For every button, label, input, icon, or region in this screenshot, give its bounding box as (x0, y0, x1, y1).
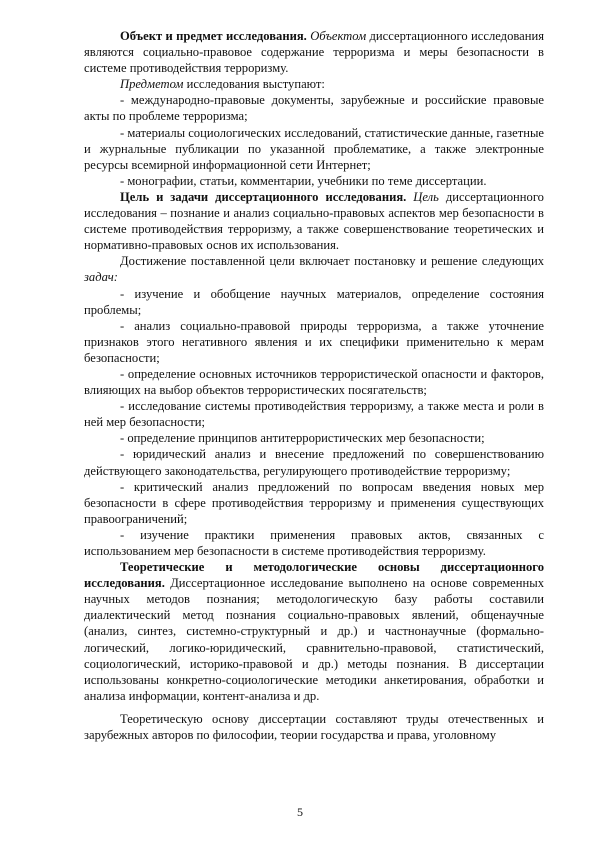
subject-item: - материалы социологических исследований, статистические данные, газетные и журнальные публикации по указанной проблематике, а также электронные ресурсы всемирной информационной сети Интернет; (84, 125, 544, 172)
object-term: Объектом (310, 29, 367, 43)
goal-paragraph (84, 189, 544, 253)
method-text: Диссертационное исследование выполнено на основе современных научных методов познания; методологическую базу работы составили диалектический метод познания социально-правовых явлений, общенаучные (анализ, синтез, системно-структурный и др.) и частнонаучные (формально-логический, логико-юридический, сравнительно-правовой, статистический, социологический, историко-правовой и др.) методы познания. В диссертации использованы конкретно-социологические методики анкетирования, обработки и анализа информации, контент-анализа и др. (84, 576, 544, 703)
task-item: - исследование системы противодействия терроризму, а также места и роли в ней мер безопасности; (84, 399, 544, 430)
body-text (84, 28, 544, 743)
subject-paragraph (84, 76, 544, 92)
goals-heading: Цель и задачи диссертационного исследования. (120, 189, 407, 204)
task-item: - юридический анализ и внесение предложений по совершенствованию действующего законодательства, регулирующего противодействие терроризму; (84, 447, 544, 478)
page-number: 5 (297, 805, 303, 819)
task-item: - анализ социально-правовой природы терроризма, а также уточнение признаков этого негативного явления и их специфики применительно к мерам безопасности; (84, 318, 544, 365)
object-paragraph (84, 28, 544, 76)
method-paragraph (84, 559, 544, 704)
subject-item: - монографии, статьи, комментарии, учебники по теме диссертации. (120, 173, 487, 188)
subject-item: - международно-правовые документы, зарубежные и российские правовые акты по проблеме терроризма; (84, 93, 544, 124)
method-heading: Теоретические и методологические основы диссертационного исследования. (84, 560, 544, 591)
theory-paragraph: Теоретическую основу диссертации составляют труды отечественных и зарубежных авторов по философии, теории государства и права, уголовному (84, 711, 544, 743)
object-text: диссертационного исследования являются социально-правовое содержание терроризма и меры безопасности в системе противодействия терроризму. (84, 29, 545, 76)
tasks-term: задач: (84, 270, 118, 285)
object-heading: Объект и предмет исследования. (120, 29, 307, 43)
subject-text: исследования выступают: (183, 77, 325, 92)
subject-term: Предметом (120, 77, 184, 92)
goal-text: диссертационного исследования – познание и анализ социально-правовых аспектов мер безопасности в системе противодействия терроризму, а также совершенствование теоретических и нормативно-правовых основ их использования. (84, 189, 544, 253)
task-item: - изучение и обобщение научных материалов, определение состояния проблемы; (84, 286, 544, 317)
task-item: - изучение практики применения правовых актов, связанных с использованием мер безопасности в системе противодействия терроризму. (84, 527, 544, 558)
task-item: - определение принципов антитеррористических мер безопасности; (120, 431, 485, 446)
goal-term: Цель (413, 189, 439, 204)
tasks-intro: Достижение поставленной цели включает постановку и решение следующих (120, 254, 544, 269)
task-item: - критический анализ предложений по вопросам введения новых мер безопасности в сфере противодействия терроризму и применения существующих правоограничений; (84, 479, 544, 526)
tasks-intro-paragraph (84, 253, 544, 285)
task-item: - определение основных источников террористической опасности и факторов, влияющих на выбор объектов террористических посягательств; (84, 366, 544, 398)
